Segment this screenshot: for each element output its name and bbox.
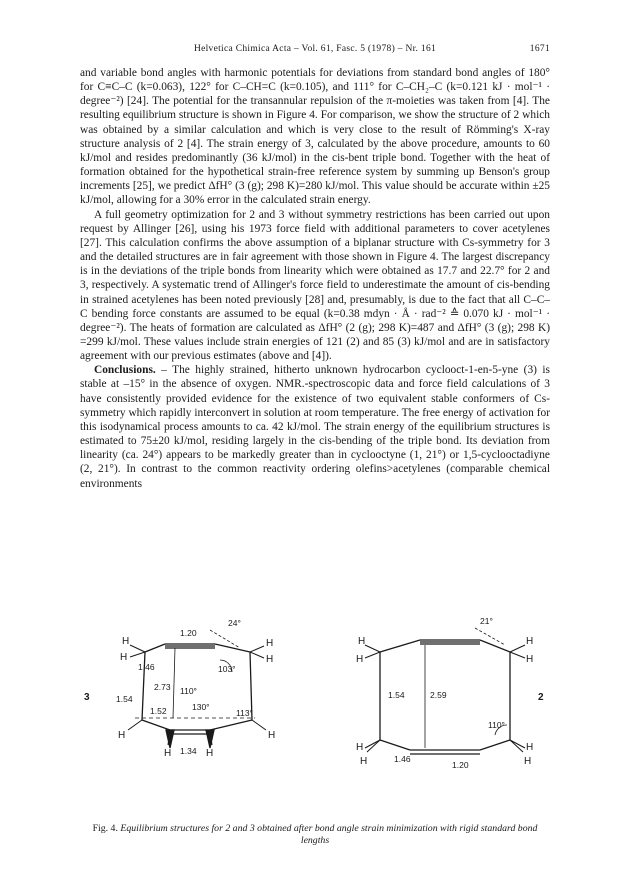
molecular-structures-drawing xyxy=(80,590,550,830)
atom-h: H xyxy=(358,636,366,647)
atom-h: H xyxy=(526,654,534,665)
angle-label: 130° xyxy=(192,702,210,712)
atom-h: H xyxy=(266,638,274,649)
bond-length-label: 1.54 xyxy=(388,690,405,700)
paragraph-text: and variable bond angles with harmonic potentials for deviations from standard bond angles of 180° for C≡C–C (k=0.063), 122° for C–CH=C (k=0.105), and 111° for C–CH₂–C (k=0.121 kJ · mol⁻¹ · degree⁻²) [24]. The potential for the transannular repulsion of the π-moieties was taken from [4]. The resulting equilibrium structure is shown in Figure 4. For comparison, we show the structure of 2 which was obtained by a similar calculation and which is very close to the result of Römming's X-ray structure analysis of 2 [4]. The strain energy of 3, calculated by the above procedure, amounts to 60 kJ/mol and resides predominantly (36 kJ/mol) in the cis-bent triple bond. Together with the heat of formation obtained for the hypothetical strain-free reference system by summing up Benson's group increments [25], we predict ΔfH° (3 (g); 298 K)=280 kJ/mol. This value should be accurate within ±25 kJ/mol, allowing for a 30% error in the calculated strain energy. xyxy=(80,67,550,207)
running-head: Helvetica Chimica Acta – Vol. 61, Fasc. 5 (1978) – Nr. 161 xyxy=(193,44,437,54)
paragraph-2 xyxy=(80,208,550,364)
atom-h: H xyxy=(356,742,364,753)
bond-length-label: 1.46 xyxy=(394,754,411,764)
wedge-bond xyxy=(166,730,174,748)
angle-label: 113° xyxy=(236,708,253,718)
paragraph-text: A full geometry optimization for 2 and 3 without symmetry restrictions has been carried out upon request by Allinger [26], using his 1973 force field with additional parameters to cover acetylenes [27]. This calculation confirms the above assumption of a biplanar structure with Cs-symmetry for 3 and the detailed structures are in fair agreement with those shown in Figure 4. The largest discrepancy is in the deviations of the triple bonds from linearity which were obtained as 17.7 and 22.7° for 2 and 3, respectively. A systematic trend of Allinger's force field to underestimate the amount of cis-bending in strained acetylenes has been noted previously [28] and, presumably, is due to the fact that all C–C–C bending force constants are assumed to be equal (k=0.38 mdyn · Å · rad⁻² ≙ 0.070 kJ · mol⁻¹ · degree⁻²). The heats of formation are calculated as ΔfH° (2 (g); 298 K)=487 and ΔfH° (3 (g); 298 K) =299 kJ/mol. These values include strain energies of 121 (2) and 85 (3) kJ/mol and are in satisfactory agreement with our previous estimates (above and [4]). xyxy=(80,208,550,363)
atom-h: H xyxy=(526,636,534,647)
atom-h: H xyxy=(206,748,214,759)
paragraph-conclusions xyxy=(80,363,550,490)
distance-label: 2.73 xyxy=(154,682,171,692)
compound-number-2: 2 xyxy=(538,692,544,703)
atom-h: H xyxy=(120,652,128,663)
angle-guide xyxy=(210,630,240,648)
atom-h: H xyxy=(118,730,126,741)
compound-number-3: 3 xyxy=(84,692,90,703)
atom-h: H xyxy=(356,654,364,665)
atom-h: H xyxy=(526,742,534,753)
angle-label: 103° xyxy=(218,664,236,674)
page-number: 1671 xyxy=(529,44,550,54)
bond-length-label: 1.20 xyxy=(452,760,469,770)
atom-h: H xyxy=(524,756,532,767)
atom-h: H xyxy=(266,654,274,665)
page-header xyxy=(80,44,550,58)
article-body xyxy=(80,66,550,491)
caption-label: Fig. 4. xyxy=(92,823,118,834)
bond-length-label: 1.52 xyxy=(150,706,167,716)
paragraph-text: – The highly strained, hitherto unknown hydrocarbon cyclooct-1-en-5-yne (3) is stable at –15° in the absence of oxygen. NMR.-spectroscopic data and force field calculations of 3 have consistently provided evidence for the existence of two equivalent stable conformers of Cs-symmetry which rapidly interconvert in solution at room temperature. The free energy of activation for this isodynamical process amounts to ca. 42 kJ/mol. The strain energy of the equilibrium structures is estimated to 75±20 kJ/mol, residing largely in the cis-bending of the triple bond. Its deviation from linearity (ca. 24°) appears to be markedly greater than in cyclooctyne (1, 21°) or 1,5-cyclooctadiyne (2, 21°). In contrast to the common reactivity ordering olefins>acetylenes (comparable chemical environments xyxy=(80,364,550,490)
angle-label: 110° xyxy=(488,720,505,730)
bond-length-label: 1.54 xyxy=(116,694,133,704)
figure-caption xyxy=(80,823,550,847)
bond-length-label: 1.34 xyxy=(180,746,197,756)
angle-label: 24° xyxy=(228,618,241,628)
bond-length-label: 1.20 xyxy=(180,628,197,638)
distance-label: 2.59 xyxy=(430,690,447,700)
section-heading: Conclusions. xyxy=(94,364,156,377)
atom-h: H xyxy=(164,748,172,759)
figure-4 xyxy=(80,590,550,830)
atom-h: H xyxy=(268,730,276,741)
atom-h: H xyxy=(360,756,368,767)
paragraph-1 xyxy=(80,66,550,208)
angle-label: 21° xyxy=(480,616,493,626)
angle-label: 110° xyxy=(180,686,197,696)
atom-h: H xyxy=(122,636,130,647)
wedge-bond xyxy=(206,730,214,748)
caption-text: Equilibrium structures for 2 and 3 obtained after bond angle strain minimization with rigid standard bond lengths xyxy=(120,823,538,846)
bond-length-label: 1.46 xyxy=(138,662,155,672)
